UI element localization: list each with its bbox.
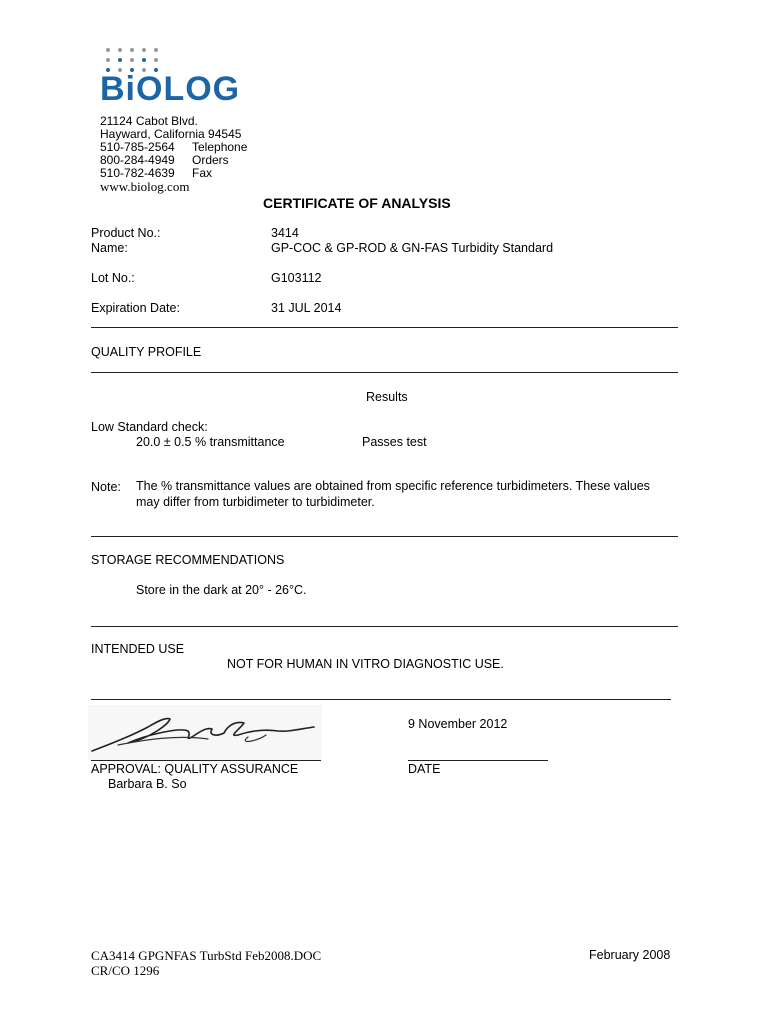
- document-title: CERTIFICATE OF ANALYSIS: [263, 195, 451, 211]
- product-name-label: Name:: [91, 241, 128, 255]
- note-label: Note:: [91, 480, 121, 494]
- results-header: Results: [366, 390, 408, 404]
- logo-dot: [154, 58, 158, 62]
- signature-image: [88, 705, 322, 761]
- expiration-date-value: 31 JUL 2014: [271, 301, 342, 315]
- lot-number-label: Lot No.:: [91, 271, 135, 285]
- storage-heading: STORAGE RECOMMENDATIONS: [91, 553, 285, 567]
- note-text: The % transmittance values are obtained from specific reference turbidimeters. These values may differ from turbidimeter to turbidimeter.: [136, 479, 650, 509]
- check-label: Low Standard check:: [91, 420, 208, 434]
- logo-dot: [106, 58, 110, 62]
- logo-dot: [118, 58, 122, 62]
- date-line: [408, 760, 548, 761]
- logo-wordmark: BiOLOG: [100, 70, 241, 108]
- quality-profile-heading: QUALITY PROFILE: [91, 345, 202, 359]
- divider: [91, 536, 678, 537]
- approval-label: APPROVAL: QUALITY ASSURANCE: [91, 762, 299, 776]
- product-number-value: 3414: [271, 226, 299, 240]
- product-name-value: GP-COC & GP-ROD & GN-FAS Turbidity Standard: [271, 241, 554, 255]
- logo-dot: [118, 48, 122, 52]
- logo-dot: [154, 48, 158, 52]
- storage-text: Store in the dark at 20° - 26°C.: [136, 583, 307, 597]
- logo-dot: [142, 58, 146, 62]
- divider: [91, 626, 678, 627]
- divider: [91, 327, 678, 328]
- footer-doc-date: February 2008: [589, 948, 671, 962]
- footer-doc-code: CR/CO 1296: [91, 963, 160, 978]
- phone-number: 510-782-4639: [100, 166, 175, 180]
- approval-date: 9 November 2012: [408, 717, 508, 731]
- expiration-date-label: Expiration Date:: [91, 301, 180, 315]
- footer-doc-name: CA3414 GPGNFAS TurbStd Feb2008.DOC: [91, 948, 322, 963]
- phone-number: 510-785-2564: [100, 140, 175, 154]
- divider: [91, 372, 678, 373]
- lot-number-value: G103112: [271, 271, 322, 285]
- check-spec: 20.0 ± 0.5 % transmittance: [136, 435, 285, 449]
- phone-label: Telephone: [192, 140, 248, 154]
- date-label: DATE: [408, 762, 441, 776]
- check-result: Passes test: [362, 435, 427, 449]
- phone-number: 800-284-4949: [100, 153, 175, 167]
- logo-dot: [106, 48, 110, 52]
- phone-label: Orders: [192, 153, 229, 167]
- product-number-label: Product No.:: [91, 226, 161, 240]
- website-link[interactable]: www.biolog.com: [100, 179, 190, 194]
- logo-dot: [142, 48, 146, 52]
- logo-dot: [130, 58, 134, 62]
- signature-line: [91, 760, 321, 761]
- divider: [91, 699, 671, 700]
- signer-name: Barbara B. So: [108, 777, 187, 791]
- address-city: Hayward, California 94545: [100, 127, 242, 141]
- logo-dot: [130, 48, 134, 52]
- intended-use-text: NOT FOR HUMAN IN VITRO DIAGNOSTIC USE.: [227, 657, 504, 671]
- phone-label: Fax: [192, 166, 213, 180]
- address-street: 21124 Cabot Blvd.: [100, 114, 198, 128]
- intended-use-heading: INTENDED USE: [91, 642, 185, 656]
